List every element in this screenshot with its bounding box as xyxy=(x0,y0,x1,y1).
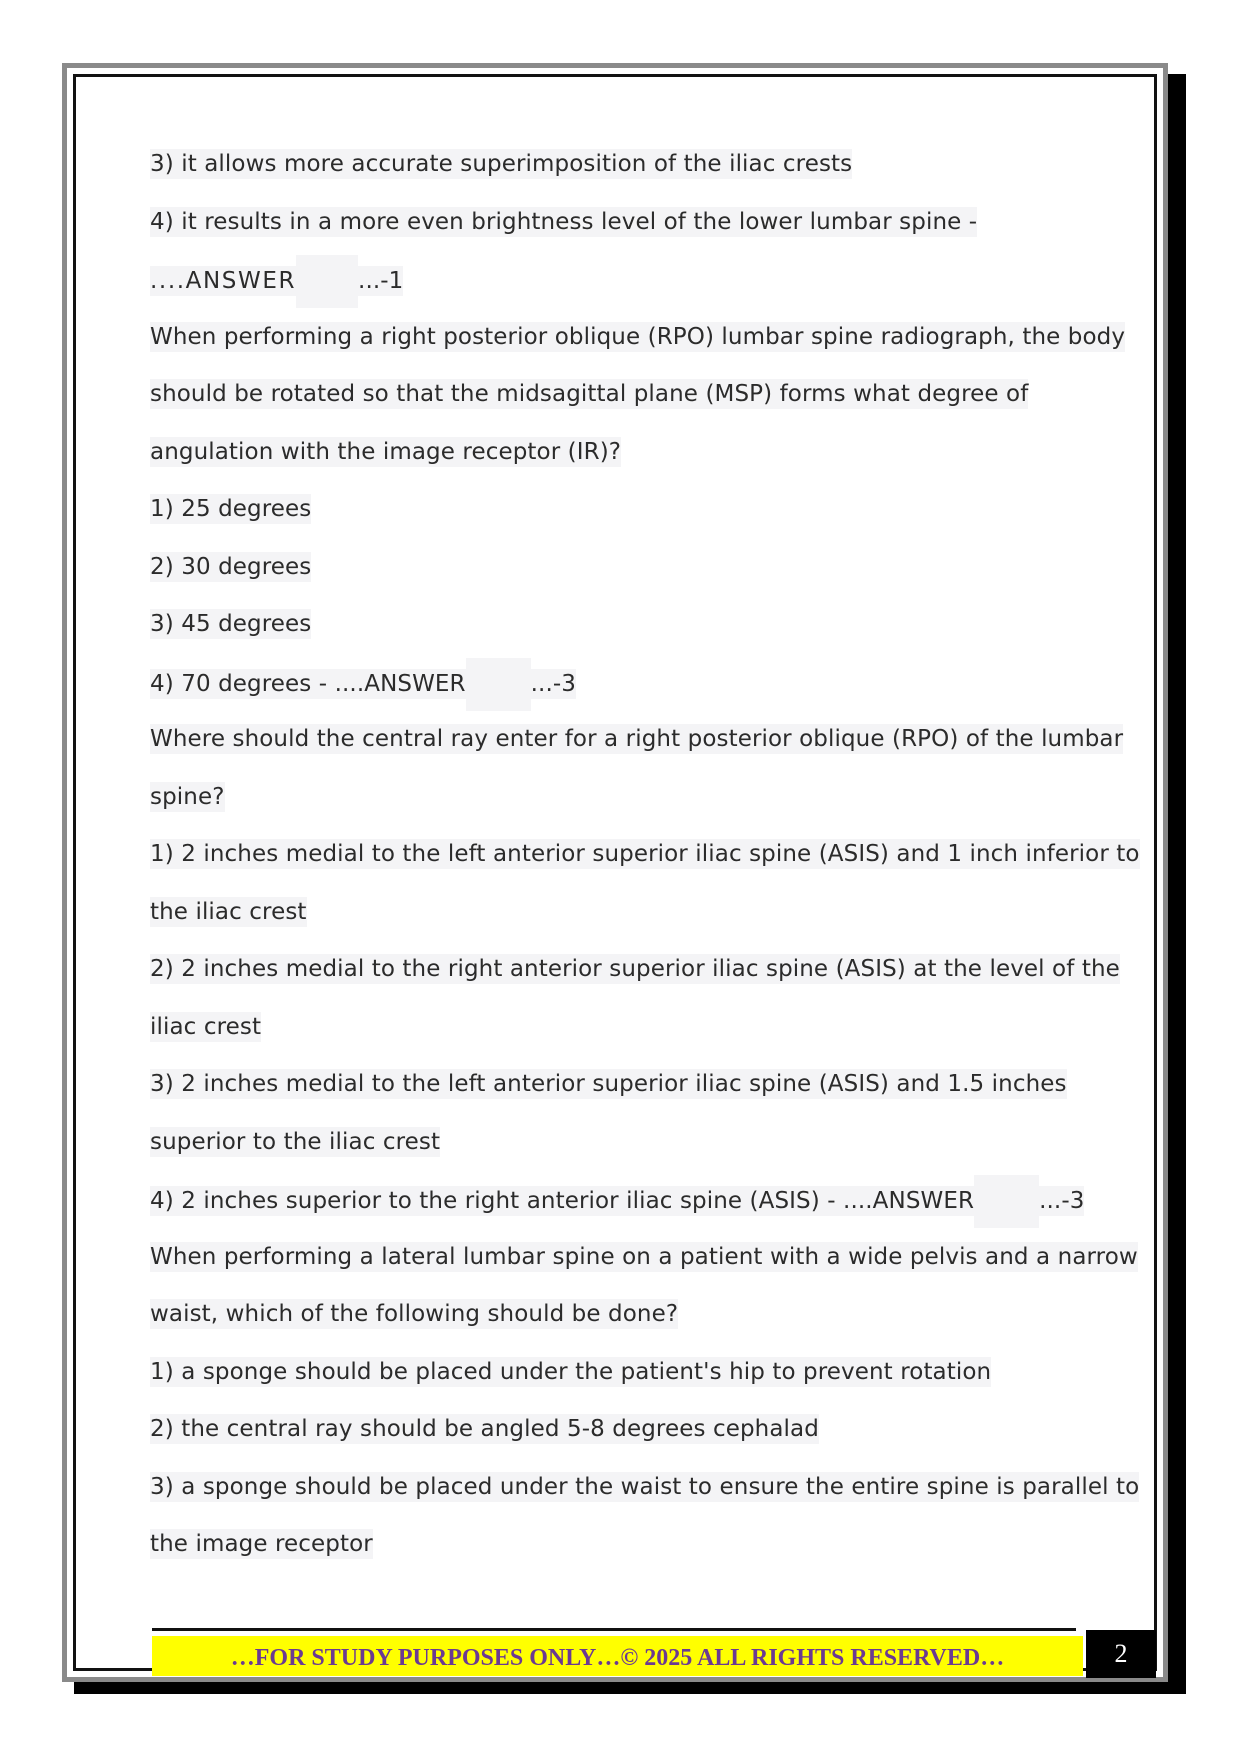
question-text: When performing a lateral lumbar spine on a patient with a wide pelvis and a narrow xyxy=(150,1243,1138,1270)
document-body xyxy=(150,140,1140,1578)
footer-notice: …FOR STUDY PURPOSES ONLY…© 2025 ALL RIGHTS RESERVED… xyxy=(230,1645,1005,1671)
question-line xyxy=(150,715,1124,773)
answer-gap xyxy=(466,658,531,711)
question-text: When performing a right posterior oblique (RPO) lumbar spine radiograph, the body xyxy=(150,323,1126,350)
answer-label: ....ANSWER xyxy=(150,268,297,294)
option-4-answer-text: 4) 70 degrees - ....ANSWER xyxy=(150,670,466,697)
option-2-text: 2) 2 inches medial to the right anterior superior iliac spine (ASIS) at the level of the xyxy=(150,956,1120,982)
answer-gap xyxy=(974,1175,1039,1228)
question-text: Where should the central ray enter for a right posterior oblique (RPO) of the lumbar xyxy=(150,726,1124,752)
question-line xyxy=(150,313,1126,371)
question-line xyxy=(150,773,1100,831)
option-4-answer-text: 4) 2 inches superior to the right anterior iliac spine (ASIS) - ....ANSWER xyxy=(150,1188,975,1214)
option-line xyxy=(150,888,1100,946)
option-3-text: 3) it allows more accurate superimposition of the iliac crests xyxy=(150,151,853,177)
option-line xyxy=(150,1060,1100,1118)
option-3-text: superior to the iliac crest xyxy=(150,1128,441,1155)
option-2-text: iliac crest xyxy=(150,1013,262,1040)
answer-line xyxy=(150,658,1100,716)
option-line xyxy=(150,1118,1100,1176)
option-line xyxy=(150,1520,1100,1578)
question-text: spine? xyxy=(150,783,225,810)
option-3-text: 3) 45 degrees xyxy=(150,611,312,637)
question-text: angulation with the image receptor (IR)? xyxy=(150,438,622,465)
question-line xyxy=(150,1290,1100,1348)
option-line xyxy=(150,543,1100,601)
answer-line xyxy=(150,1175,1100,1233)
option-1-text: 1) 25 degrees xyxy=(150,496,312,522)
text-line xyxy=(150,198,1100,256)
option-2-text: 2) the central ray should be angled 5-8 degrees cephalad xyxy=(150,1416,819,1442)
question-text: should be rotated so that the midsagittal plane (MSP) forms what degree of xyxy=(150,381,1029,407)
option-1-text: 1) 2 inches medial to the left anterior superior iliac spine (ASIS) and 1 inch inferior to xyxy=(150,841,1140,867)
question-line xyxy=(150,428,1100,486)
question-text: waist, which of the following should be done? xyxy=(150,1301,679,1327)
option-2-text: 2) 30 degrees xyxy=(150,553,312,580)
option-3-text: 3) 2 inches medial to the left anterior superior iliac spine (ASIS) and 1.5 inches xyxy=(150,1071,1067,1097)
option-line xyxy=(150,1463,1140,1521)
option-line xyxy=(150,1348,1100,1406)
text-line xyxy=(150,140,1100,198)
answer-value: ...-1 xyxy=(358,268,404,294)
footer-divider xyxy=(152,1628,1076,1631)
option-line xyxy=(150,945,1120,1003)
option-1-text: the iliac crest xyxy=(150,898,307,925)
question-line xyxy=(150,1233,1138,1291)
option-line xyxy=(150,485,1100,543)
option-line xyxy=(150,1405,1100,1463)
answer-value: ...-3 xyxy=(530,670,577,697)
answer-gap xyxy=(296,255,358,308)
answer-value: ...-3 xyxy=(1039,1188,1085,1214)
option-4-text: 4) it results in a more even brightness level of the lower lumbar spine - xyxy=(150,208,978,235)
option-1-text: 1) a sponge should be placed under the patient's hip to prevent rotation xyxy=(150,1358,992,1385)
option-3-text: 3) a sponge should be placed under the waist to ensure the entire spine is parallel to xyxy=(150,1473,1140,1500)
option-line xyxy=(150,830,1140,888)
question-line xyxy=(150,370,1100,428)
option-3-text: the image receptor xyxy=(150,1531,373,1557)
option-line xyxy=(150,1003,1100,1061)
option-line xyxy=(150,600,1100,658)
answer-line xyxy=(150,255,1100,313)
page-number: 2 xyxy=(1086,1630,1156,1678)
